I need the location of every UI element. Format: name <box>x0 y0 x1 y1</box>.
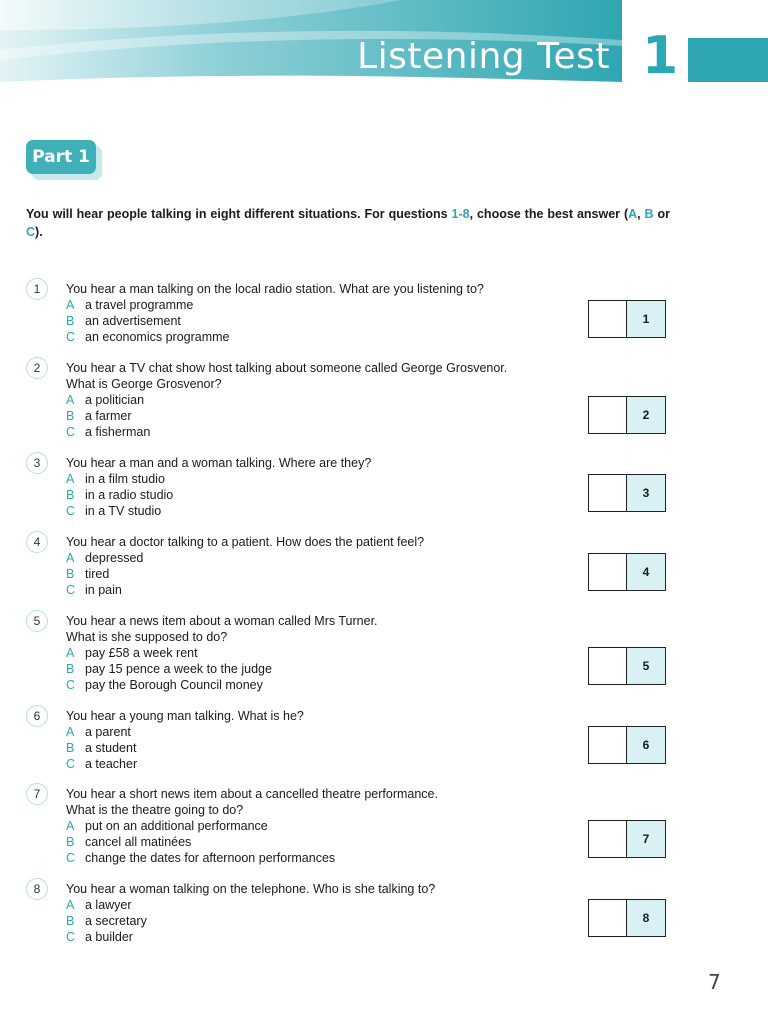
answer-input-cell[interactable] <box>589 554 627 590</box>
question-number: 7 <box>26 783 48 805</box>
option-b <box>66 566 606 582</box>
option-a <box>66 645 606 661</box>
option-a <box>66 392 606 408</box>
answer-box-8[interactable] <box>588 899 666 937</box>
option-text: pay the Borough Council money <box>85 678 263 692</box>
option-letter: B <box>66 914 75 928</box>
option-letter: A <box>66 393 75 407</box>
option-letter: C <box>66 851 76 865</box>
option-letter: C <box>66 678 76 692</box>
option-c <box>66 756 606 772</box>
option-letter: B <box>66 741 75 755</box>
option-text: a student <box>85 741 137 755</box>
answer-number-label: 8 <box>627 900 665 936</box>
option-a <box>66 897 606 913</box>
answer-input-cell[interactable] <box>589 301 627 337</box>
answer-input-cell[interactable] <box>589 397 627 433</box>
option-text: a builder <box>85 930 133 944</box>
answer-number-label: 1 <box>627 301 665 337</box>
option-letter: B <box>66 835 75 849</box>
question-number: 2 <box>26 357 48 379</box>
option-text: pay £58 a week rent <box>85 646 198 660</box>
answer-box-5[interactable] <box>588 647 666 685</box>
option-letter: A <box>66 819 75 833</box>
question-number: 1 <box>26 278 48 300</box>
question-prompt: What is she supposed to do? <box>66 630 228 644</box>
question-text <box>66 455 606 519</box>
question-prompt: What is the theatre going to do? <box>66 803 244 817</box>
option-text: tired <box>85 567 110 581</box>
answer-number-label: 6 <box>627 727 665 763</box>
question-prompt: You hear a doctor talking to a patient. How does the patient feel? <box>66 535 425 549</box>
option-letter: C <box>66 583 76 597</box>
option-text: depressed <box>85 551 144 565</box>
option-letter-a: A <box>628 207 638 221</box>
option-text: a parent <box>85 725 131 739</box>
option-letter: B <box>66 409 75 423</box>
option-b <box>66 313 606 329</box>
option-text: a lawyer <box>85 898 132 912</box>
option-b <box>66 913 606 929</box>
option-letter: B <box>66 567 75 581</box>
instructions-text: ). <box>35 225 43 239</box>
option-b <box>66 487 606 503</box>
answer-number-label: 4 <box>627 554 665 590</box>
answer-number-label: 3 <box>627 475 665 511</box>
option-a <box>66 471 606 487</box>
header-band <box>0 0 768 90</box>
question-text <box>66 708 606 772</box>
option-text: in a radio studio <box>85 488 174 502</box>
option-letter: A <box>66 898 75 912</box>
option-letter: A <box>66 472 75 486</box>
instructions <box>26 205 670 241</box>
option-letter: B <box>66 488 75 502</box>
part-badge: Part 1 <box>26 140 96 174</box>
page-number: 7 <box>708 970 721 994</box>
answer-box-4[interactable] <box>588 553 666 591</box>
question-prompt: You hear a man talking on the local radio station. What are you listening to? <box>66 282 484 296</box>
answer-number-label: 7 <box>627 821 665 857</box>
option-c <box>66 929 606 945</box>
question-prompt: You hear a man and a woman talking. Where are they? <box>66 456 372 470</box>
question-prompt: You hear a young man talking. What is he? <box>66 709 304 723</box>
option-text: in pain <box>85 583 122 597</box>
option-text: put on an additional performance <box>85 819 268 833</box>
option-letter: C <box>66 425 76 439</box>
option-b <box>66 834 606 850</box>
option-c <box>66 582 606 598</box>
answer-input-cell[interactable] <box>589 475 627 511</box>
question-text <box>66 613 606 693</box>
option-c <box>66 329 606 345</box>
option-letter: B <box>66 314 75 328</box>
option-text: a farmer <box>85 409 132 423</box>
option-c <box>66 850 606 866</box>
instructions-text: You will hear people talking in eight different situations. For questions <box>26 207 452 221</box>
option-a <box>66 724 606 740</box>
option-a <box>66 550 606 566</box>
question-prompt: What is George Grosvenor? <box>66 377 222 391</box>
page-title: Listening Test <box>357 36 610 77</box>
option-letter: C <box>66 330 76 344</box>
option-text: in a TV studio <box>85 504 162 518</box>
option-text: a secretary <box>85 914 147 928</box>
answer-number-label: 5 <box>627 648 665 684</box>
question-text <box>66 534 606 598</box>
option-b <box>66 661 606 677</box>
option-letter: C <box>66 504 76 518</box>
option-text: pay 15 pence a week to the judge <box>85 662 272 676</box>
answer-box-6[interactable] <box>588 726 666 764</box>
option-b <box>66 740 606 756</box>
option-letter: A <box>66 725 75 739</box>
option-letter: A <box>66 646 75 660</box>
question-number: 5 <box>26 610 48 632</box>
option-text: a teacher <box>85 757 138 771</box>
option-a <box>66 818 606 834</box>
option-letter-b: B <box>644 207 654 221</box>
option-letter: A <box>66 551 75 565</box>
option-text: in a film studio <box>85 472 165 486</box>
answer-input-cell[interactable] <box>589 900 627 936</box>
question-text <box>66 881 606 945</box>
option-text: an advertisement <box>85 314 181 328</box>
option-letter: C <box>66 930 76 944</box>
question-prompt: You hear a short news item about a cancelled theatre performance. <box>66 787 438 801</box>
question-prompt: You hear a TV chat show host talking about someone called George Grosvenor. <box>66 361 508 375</box>
answer-box-2[interactable] <box>588 396 666 434</box>
question-number: 4 <box>26 531 48 553</box>
option-c <box>66 503 606 519</box>
answer-number-label: 2 <box>627 397 665 433</box>
option-text: change the dates for afternoon performances <box>85 851 336 865</box>
answer-input-cell[interactable] <box>589 648 627 684</box>
option-text: a fisherman <box>85 425 151 439</box>
test-number: 1 <box>642 26 679 86</box>
question-prompt: You hear a woman talking on the telephone. Who is she talking to? <box>66 882 436 896</box>
instructions-text: or <box>653 207 670 221</box>
option-letter: B <box>66 662 75 676</box>
instructions-text: , choose the best answer ( <box>469 207 629 221</box>
question-number: 6 <box>26 705 48 727</box>
answer-box-1[interactable] <box>588 300 666 338</box>
question-text <box>66 281 606 345</box>
question-number: 8 <box>26 878 48 900</box>
question-text <box>66 786 606 866</box>
question-prompt: You hear a news item about a woman called Mrs Turner. <box>66 614 378 628</box>
option-letter: C <box>66 757 76 771</box>
option-b <box>66 408 606 424</box>
answer-box-7[interactable] <box>588 820 666 858</box>
option-letter-c: C <box>26 225 36 239</box>
option-text: a politician <box>85 393 145 407</box>
option-text: a travel programme <box>85 298 194 312</box>
option-a <box>66 297 606 313</box>
question-text <box>66 360 606 440</box>
option-c <box>66 677 606 693</box>
question-number: 3 <box>26 452 48 474</box>
question-range: 1-8 <box>451 207 470 221</box>
option-letter: A <box>66 298 75 312</box>
option-text: an economics programme <box>85 330 230 344</box>
answer-input-cell[interactable] <box>589 727 627 763</box>
option-text: cancel all matinées <box>85 835 192 849</box>
instructions-text: , <box>637 207 645 221</box>
answer-box-3[interactable] <box>588 474 666 512</box>
answer-input-cell[interactable] <box>589 821 627 857</box>
option-c <box>66 424 606 440</box>
